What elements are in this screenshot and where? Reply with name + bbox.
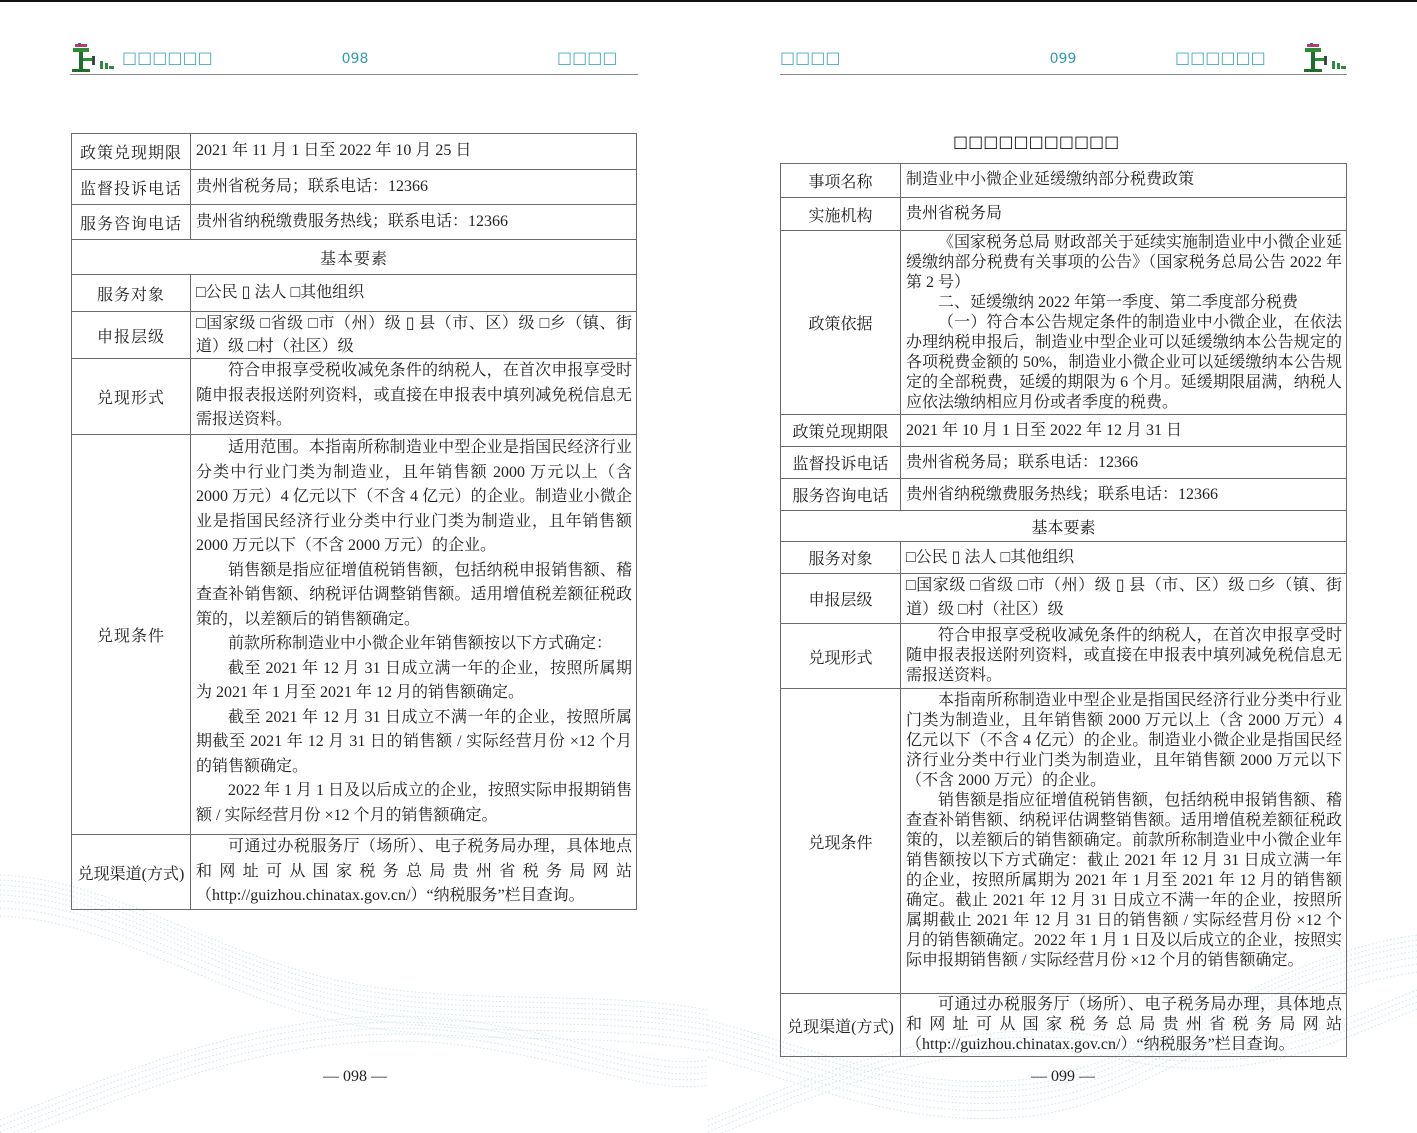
policy-period-label: 政策兑现期限 [72,134,191,169]
service-target-value: □公民 ▯ 法人 □其他组织 [906,549,1075,566]
left-page-footer: — 098 — [323,1068,387,1085]
condition-paragraph: 本指南所称制造业中型企业是指国民经济行业分类中行业门类为制造业，且年销售额 2000 万元以上（含 2000 万元）4 亿元以下（不含 4 亿元）的企业。制造业小微企业是指国民经济行业分类中行业门类为制造业，且年销售额 2000 万元以下（不含 2000 万元）的企业。 [906,692,1342,789]
right-page-footer: — 099 — [1031,1068,1095,1085]
redeem-conditions-value [191,435,636,834]
condition-paragraph: 2022 年 1 月 1 日及以后成立的企业，按照实际申报期销售额 / 实际经营月份 ×12 个月的销售额确定。 [196,782,633,824]
wave-line [0,916,708,1051]
redeem-conditions-label: 兑现条件 [72,435,191,834]
row-complaint-phone [781,446,1346,478]
right-header-rule [780,74,1347,75]
left-header-brand: □□□□□□ [122,48,213,67]
row-redeem-form [781,623,1346,688]
redeem-form-text: 符合申报享受税收减免条件的纳税人，在首次申报享受时随申报表报送附列资料，或直接在申报表中填列减免税信息无需报送资料。 [196,362,632,428]
item-name-label: 事项名称 [781,164,901,197]
policy-period-label: 政策兑现期限 [781,415,901,446]
declare-level-value: □国家级 □省级 □市（州）级 ▯ 县（市、区）级 □乡（镇、街道）级 □村（社区）级 [906,577,1342,618]
redeem-channel-label: 兑现渠道(方式) [72,835,191,909]
row-redeem-channel [72,834,636,909]
redeem-channel-text: 可通过办税服务厅（场所）、电子税务局办理，具体地点和网址可从国家税务总局贵州省税务局网站（http://guizhou.chinatax.gov.cn/）“纳税服务”栏目查询。 [906,996,1342,1053]
redeem-conditions-value [901,689,1346,993]
row-consult-phone [72,204,636,239]
row-service-target [781,541,1346,573]
redeem-form-text: 符合申报享受税收减免条件的纳税人，在首次申报享受时随申报表报送附列资料，或直接在申报表中填列减免税信息无需报送资料。 [906,627,1342,684]
row-complaint-phone [72,169,636,204]
condition-paragraph: 截至 2021 年 12 月 31 日成立满一年的企业，按照所属期为 2021 年 1 月至 2021 年 12 月的销售额确定。 [196,659,632,701]
policy-basis-paragraph: 二、延缓缴纳 2022 年第一季度、第二季度部分税费 [938,294,1299,311]
right-header-brand: □□□□□□ [1175,48,1266,67]
agency-value: 贵州省税务局 [906,205,1003,222]
complaint-phone-label: 监督投诉电话 [72,170,191,204]
row-basic-elements [781,510,1346,541]
right-policy-table [780,163,1347,1057]
row-consult-phone [781,478,1346,510]
left-header-section: □□□□ [557,48,618,67]
top-border [0,0,1417,2]
condition-paragraph: 截至 2021 年 12 月 31 日成立不满一年的企业，按照所属期截至 2021 年 12 月 31 日的销售额 / 实际经营月份 ×12 个月的销售额确定。 [196,708,632,775]
row-declare-level [781,573,1346,623]
service-target-label: 服务对象 [72,275,191,311]
redeem-channel-value [901,994,1346,1056]
complaint-phone-value: 贵州省税务局；联系电话：12366 [196,178,429,195]
policy-period-value: 2021 年 10 月 1 日至 2022 年 12 月 31 日 [906,422,1183,439]
redeem-conditions-label: 兑现条件 [781,689,901,993]
row-policy-period [72,134,636,169]
row-redeem-form [72,358,636,434]
tree-figure-logo-icon [70,43,116,73]
row-policy-period [781,414,1346,446]
row-redeem-channel [781,993,1346,1056]
condition-paragraph: 适用范围。本指南所称制造业中型企业是指国民经济行业分类中行业门类为制造业，且年销售额 2000 万元以上（含 2000 万元）4 亿元以下（不含 4 亿元）的企业。制造业小微企业是指国民经济行业分类中行业门类为制造业，且年销售额 2000 万元以下（不含 2000 万元）的企业。 [196,439,632,554]
right-header-page-number: 099 [1049,51,1077,67]
wave-line [0,901,708,1036]
wave-line [0,908,708,1043]
right-page-title: □□□□□□□□□□□ [953,132,1120,151]
redeem-channel-text: 可通过办税服务厅（场所）、电子税务局办理，具体地点和网址可从国家税务总局贵州省税务局网站（http://guizhou.chinatax.gov.cn/）“纳税服务”栏目查询。 [196,838,632,904]
policy-basis-paragraph: 《国家税务总局 财政部关于延续实施制造业中小微企业延缓缴纳部分税费有关事项的公告》（国家税务总局公告 2022 年第 2 号） [906,234,1343,291]
declare-level-label: 申报层级 [781,574,901,623]
consult-phone-value: 贵州省纳税缴费服务热线；联系电话：12366 [196,213,509,230]
item-name-value: 制造业中小微企业延缓缴纳部分税费政策 [906,171,1195,188]
complaint-phone-value: 贵州省税务局；联系电话：12366 [906,454,1139,471]
redeem-form-value [901,624,1346,688]
basic-elements-heading: 基本要素 [1031,519,1096,537]
policy-basis-paragraph: （一）符合本公告规定条件的制造业中小微企业，在依法办理纳税申报后，制造业中型企业可以延缓缴纳本公告规定的各项税费金额的 50%，制造业小微企业可以延缓缴纳本公告规定的全部税费，延缓的期限为 6 个月。延缓期限届满，纳税人应依法缴纳相应月份或者季度的税费。 [906,314,1342,411]
right-header-section: □□□□ [780,48,841,67]
condition-paragraph: 销售额是指应征增值税销售额，包括纳税申报销售额、稽查查补销售额、纳税评估调整销售额。适用增值税差额征税政策的，以差额后的销售额确定。前款所称制造业中小微企业年销售额按以下方式确定：截止 2021 年 12 月 31 日成立满一年的企业，按照所属期为 2021 年 1 月至 2021 年 12 月的销售额确定。截止 2021 年 12 月 31 日成立不满一年的企业，按照所属期截止 2021 年 12 月 31 日的销售额 / 实际经营月份 ×12 个月的销售额确定。2022 年 1 月 1 日及以后成立的企业，按照实际申报期销售额 / 实际经营月份 ×12 个月的销售额确定。 [906,792,1343,969]
row-agency [781,197,1346,230]
service-target-value: □公民 ▯ 法人 □其他组织 [196,284,365,301]
wave-line [0,895,708,1030]
declare-level-label: 申报层级 [72,312,191,358]
row-declare-level [72,311,636,358]
row-policy-basis [781,230,1346,414]
wave-line [0,890,708,1025]
consult-phone-label: 服务咨询电话 [72,205,191,239]
left-header-rule [70,74,638,75]
redeem-form-value [191,359,636,434]
row-service-target [72,274,636,311]
tree-figure-logo-icon [1302,43,1348,73]
policy-period-value: 2021 年 11 月 1 日至 2022 年 10 月 25 日 [196,142,472,159]
redeem-channel-value [191,835,636,909]
row-redeem-conditions [72,434,636,834]
complaint-phone-label: 监督投诉电话 [781,447,901,478]
wave-line [0,1041,708,1133]
row-item-name [781,164,1346,197]
consult-phone-label: 服务咨询电话 [781,479,901,510]
policy-basis-label: 政策依据 [781,231,901,414]
condition-paragraph: 前款所称制造业中小微企业年销售额按以下方式确定： [228,635,613,652]
consult-phone-value: 贵州省纳税缴费服务热线；联系电话：12366 [906,486,1219,503]
left-policy-table [71,133,637,910]
redeem-form-label: 兑现形式 [781,624,901,688]
declare-level-value: □国家级 □省级 □市（州）级 ▯ 县（市、区）级 □乡（镇、街道）级 □村（社区）级 [196,315,632,355]
condition-paragraph: 销售额是指应征增值税销售额，包括纳税申报销售额、稽查查补销售额、纳税评估调整销售额。适用增值税差额征税政策的，以差额后的销售额确定。 [196,561,632,628]
agency-label: 实施机构 [781,198,901,230]
left-header-page-number: 098 [341,51,369,67]
row-redeem-conditions [781,688,1346,993]
redeem-form-label: 兑现形式 [72,359,191,434]
policy-basis-value [901,231,1346,414]
basic-elements-heading: 基本要素 [319,250,388,268]
redeem-channel-label: 兑现渠道(方式) [781,994,901,1056]
row-basic-elements [72,239,636,274]
service-target-label: 服务对象 [781,542,901,573]
